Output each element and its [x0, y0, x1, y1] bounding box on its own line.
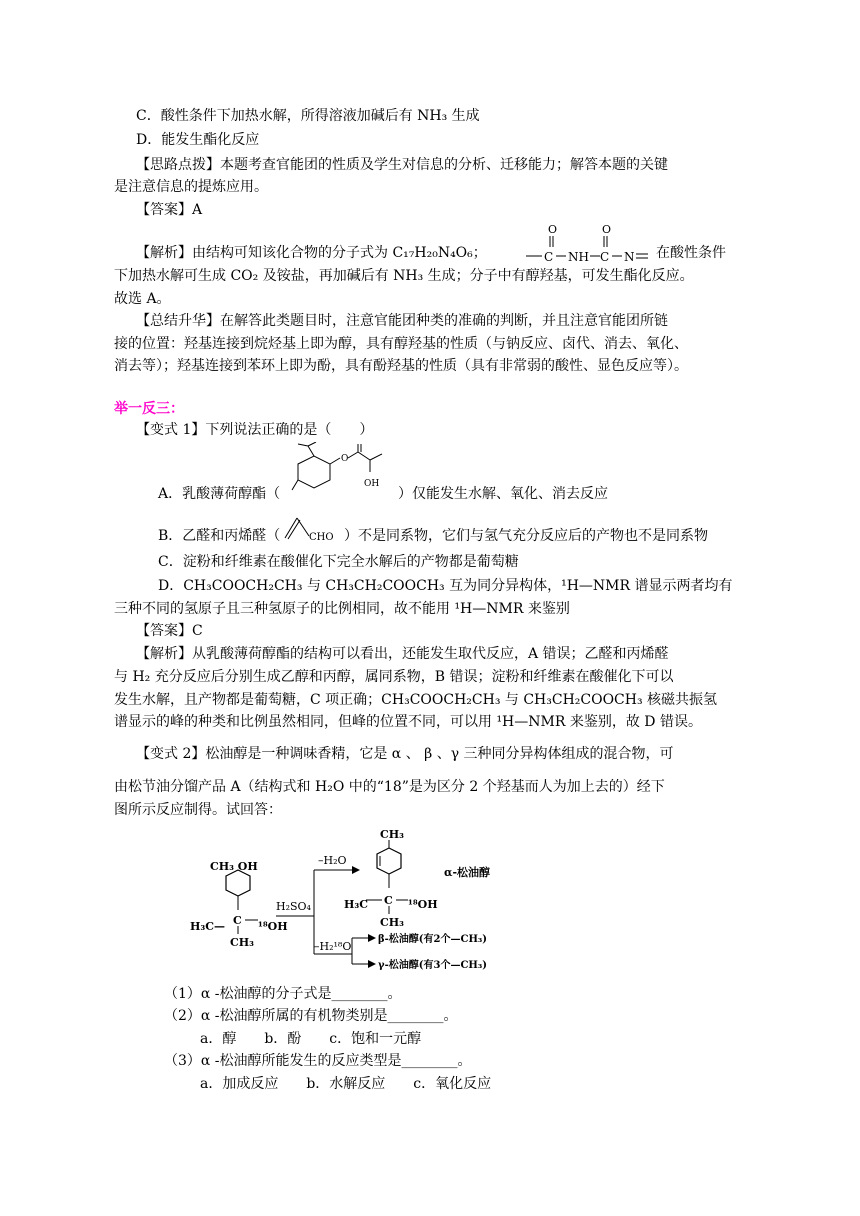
variant1-analysis-3: 发生水解，且产物都是葡萄糖，C 项正确；CH₃COOCH₂CH₃ 与 CH₃CH₂COOCH₃ 核磁共振氢	[114, 692, 718, 708]
variant2-question-1: （1）α -松油醇的分子式是________。	[164, 986, 402, 1002]
reactant-ch3-oh: CH₃ OH	[210, 860, 258, 873]
amide-fragment-structure	[524, 222, 664, 264]
label-minus-h218o: –H₂¹⁸O	[314, 940, 352, 953]
summary-line-3: 消去等）；羟基连接到苯环上即为酚，具有酚羟基的性质（具有非常弱的酸性、显色反应等）。	[114, 358, 688, 374]
label-minus-h2o: –H₂O	[318, 854, 347, 867]
struct1-o: O	[341, 454, 349, 464]
variant1-analysis-4: 谱显示的峰的种类和比例虽然相同，但峰的位置不同，可以用 ¹H—NMR 来鉴别，故 D 错误。	[114, 714, 702, 730]
frag-c1: C	[544, 250, 554, 264]
analysis-line-3: 故选 A。	[114, 291, 171, 307]
product-h3c: H₃C	[344, 898, 368, 911]
summary-line-1: 【总结升华】在解答此类题目时，注意官能团种类的准确的判断，并且注意官能团所链	[136, 313, 668, 329]
variant1-option-b-post: ）不是同系物，它们与氢气充分反应后的产物也不是同系物	[344, 528, 708, 544]
frag-o1: O	[548, 223, 558, 236]
variant2-line-1: 【变式 2】松油醇是一种调味香精，它是 α 、 β 、γ 三种同分异构体组成的混合物，可	[136, 746, 674, 762]
variant1-option-d-2: 三种不同的氢原子且三种氢原子的比例相同，故不能用 ¹H—NMR 来鉴别	[114, 601, 570, 617]
variant1-option-d-1: D．CH₃COOCH₂CH₃ 与 CH₃CH₂COOCH₃ 互为同分异构体，¹H—NMR 谱显示两者均有	[158, 578, 733, 594]
reaction-scheme	[188, 826, 523, 976]
variant1-option-b-pre: B．乙醛和丙烯醛（	[158, 528, 281, 544]
frag-n: N	[624, 250, 635, 264]
hint-line-1: 【思路点拨】本题考查官能团的性质及学生对信息的分析、迁移能力；解答本题的关键	[136, 157, 668, 173]
frag-nh: NH	[568, 250, 589, 264]
summary-line-2: 接的位置：羟基连接到烷烃基上即为醇，具有醇羟基的性质（与钠反应、卤代、消去、氧化、	[114, 336, 688, 352]
reactant-h3c: H₃C—	[190, 920, 225, 933]
variant2-line-2: 由松节油分馏产品 A（结构式和 H₂O 中的“18”是为区分 2 个羟基而人为加上去的）经下	[114, 779, 665, 795]
acrolein-structure	[283, 512, 335, 546]
analysis-line-1a: 【解析】由结构可知该化合物的分子式为 C₁₇H₂₀N₄O₆；	[136, 245, 487, 261]
struct1-oh: OH	[364, 479, 380, 489]
label-gamma-terpineol: γ-松油醇(有3个—CH₃)	[378, 960, 487, 971]
product-ch3-bottom: CH₃	[380, 916, 404, 929]
answer-1: 【答案】A	[136, 202, 203, 218]
variant1-option-a-post: ）仅能发生水解、氧化、消去反应	[398, 486, 608, 502]
analysis-line-1b: 在酸性条件	[656, 245, 726, 261]
reactant-c: C	[233, 914, 242, 927]
struct2-cho: CHO	[309, 532, 334, 543]
label-alpha-terpineol: α-松油醇	[444, 866, 491, 879]
label-beta-terpineol: β-松油醇(有2个—CH₃)	[378, 934, 487, 945]
reactant-ch3: CH₃	[230, 936, 254, 949]
option-d: D．能发生酯化反应	[136, 132, 260, 148]
product-c: C	[384, 894, 393, 907]
variant2-question-3: （3）α -松油醇所能发生的反应类型是________。	[164, 1053, 472, 1069]
section-heading: 举一反三：	[114, 401, 184, 417]
option-c: C．酸性条件下加热水解，所得溶液加碱后有 NH₃ 生成	[136, 108, 480, 124]
variant2-question-2-options: a．醇 b．酚 c．饱和一元醇	[200, 1031, 422, 1047]
hint-line-2: 是注意信息的提炼应用。	[114, 179, 268, 195]
variant1-analysis-1: 【解析】从乳酸薄荷醇酯的结构可以看出，还能发生取代反应，A 错误；乙醛和丙烯醛	[136, 646, 669, 662]
product-ch3-top: CH₃	[380, 828, 404, 841]
reagent-h2so4: H₂SO₄	[276, 900, 311, 913]
reactant-18oh: ¹⁸OH	[258, 920, 288, 933]
variant1-analysis-2: 与 H₂ 充分反应后分别生成乙醇和丙醇，属同系物，B 错误；淀粉和纤维素在酸催化下可以	[114, 669, 674, 685]
menthyl-lactate-structure	[286, 442, 398, 500]
product-18oh: ¹⁸OH	[408, 898, 438, 911]
frag-c2: C	[600, 250, 610, 264]
variant1-option-c: C．淀粉和纤维素在酸催化下完全水解后的产物都是葡萄糖	[158, 554, 519, 570]
variant2-question-3-options: a．加成反应 b．水解反应 c．氧化反应	[200, 1076, 492, 1092]
variant1-option-a-pre: A．乳酸薄荷醇酯（	[158, 486, 281, 502]
variant2-question-2: （2）α -松油醇所属的有机物类别是________。	[164, 1008, 458, 1024]
frag-o2: O	[602, 223, 612, 236]
variant1-answer: 【答案】C	[136, 623, 203, 639]
analysis-line-2: 下加热水解可生成 CO₂ 及铵盐，再加碱后有 NH₃ 生成；分子中有醇羟基，可发生酯化反应。	[114, 268, 694, 284]
variant2-line-3: 图所示反应制得。试回答：	[114, 802, 282, 818]
variant1-stem: 【变式 1】下列说法正确的是（ ）	[136, 422, 374, 438]
